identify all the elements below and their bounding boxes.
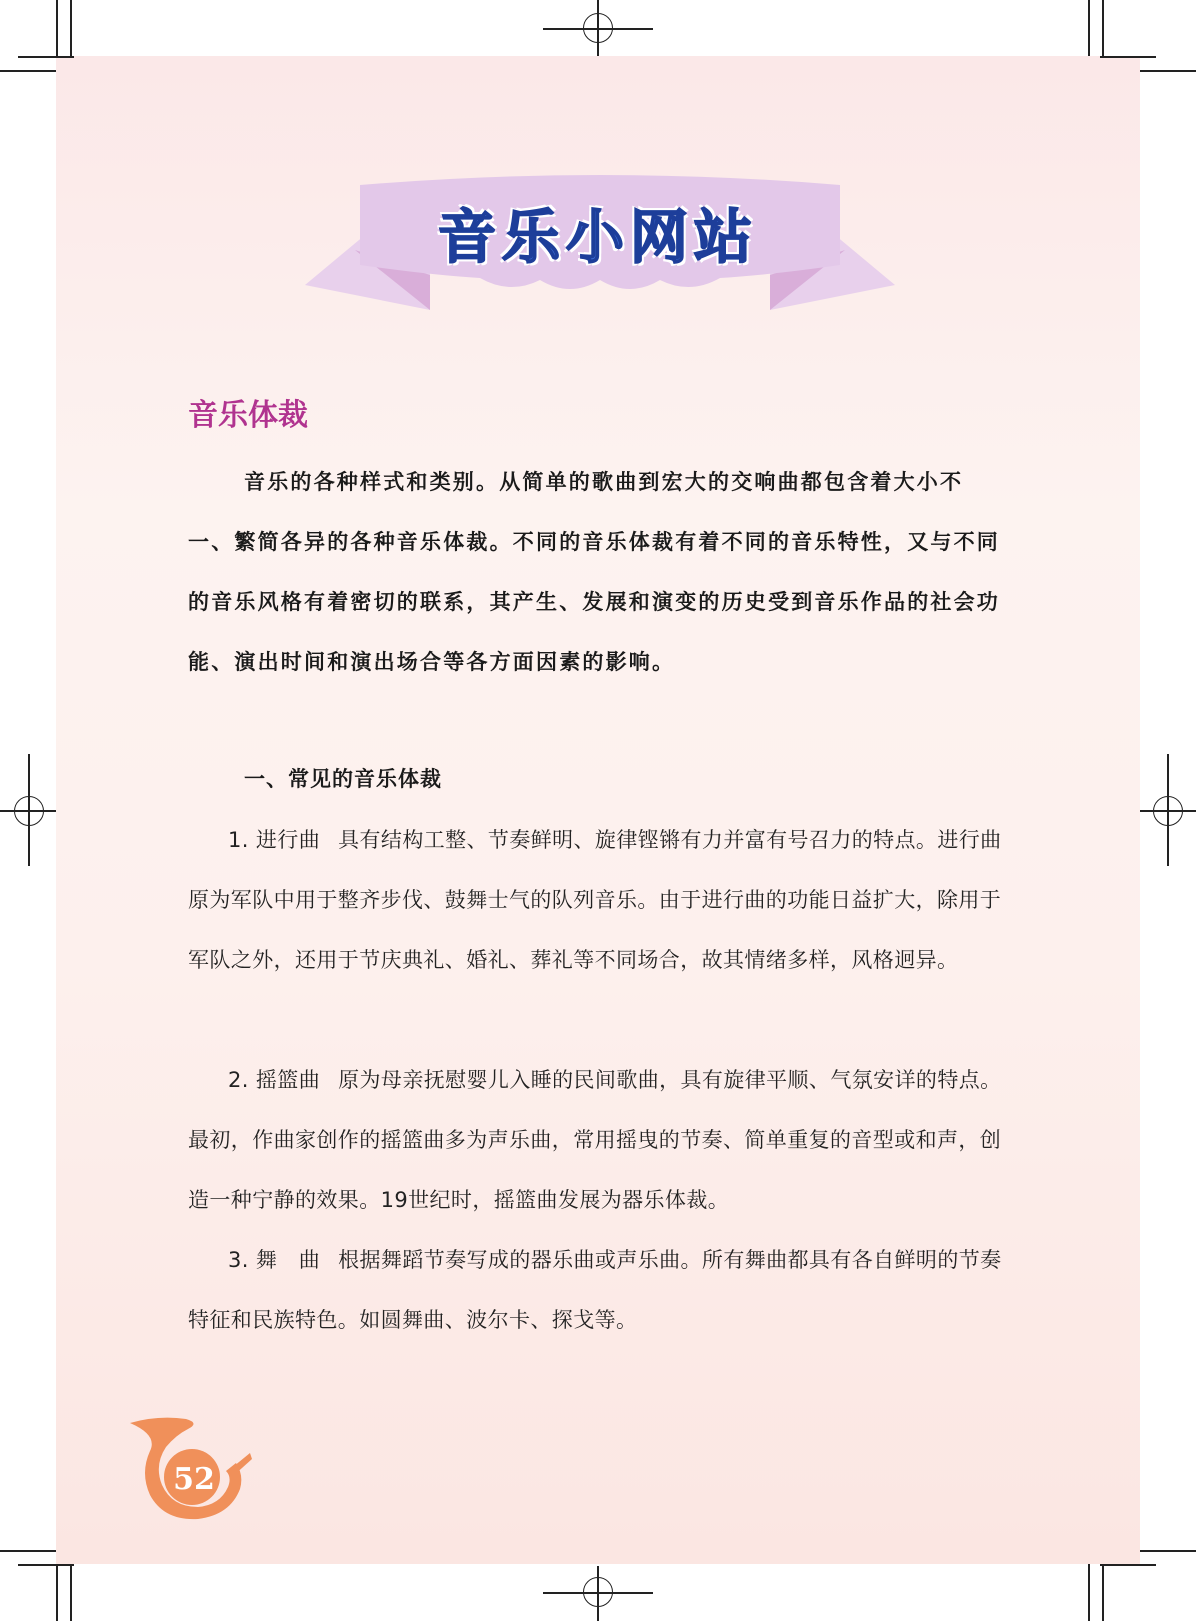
item-text: 原为母亲抚慰婴儿入睡的民间歌曲，具有旋律平顺、气氛安详的特点。最初，作曲家创作的摇篮曲多为声乐曲，常用摇曳的节奏、简单重复的音型或和声，创造一种宁静的效果。19世纪时，摇篮曲发展为器乐体裁。 <box>188 1068 1002 1212</box>
list-item <box>188 1050 1008 1230</box>
item-text: 具有结构工整、节奏鲜明、旋律铿锵有力并富有号召力的特点。进行曲原为军队中用于整齐步伐、鼓舞士气的队列音乐。由于进行曲的功能日益扩大，除用于军队之外，还用于节庆典礼、婚礼、葬礼等不同场合，故其情绪多样，风格迥异。 <box>188 828 1002 972</box>
intro-paragraph: 音乐的各种样式和类别。从简单的歌曲到宏大的交响曲都包含着大小不一、繁简各异的各种音乐体裁。不同的音乐体裁有着不同的音乐特性，又与不同的音乐风格有着密切的联系，其产生、发展和演变的历史受到音乐作品的社会功能、演出时间和演出场合等各方面因素的影响。 <box>188 470 1000 674</box>
item-term: 1. 进行曲 <box>228 828 321 852</box>
item-text: 根据舞蹈节奏写成的器乐曲或声乐曲。所有舞曲都具有各自鲜明的节奏特征和民族特色。如圆舞曲、波尔卡、探戈等。 <box>188 1248 1002 1332</box>
subheading: 一、常见的音乐体裁 <box>244 767 442 791</box>
section-heading: 音乐体裁 <box>188 398 308 433</box>
item-term: 2. 摇篮曲 <box>228 1068 321 1092</box>
list-item <box>188 810 1008 990</box>
item-term: 3. 舞 曲 <box>228 1248 321 1272</box>
list-item <box>188 1230 1008 1350</box>
page-number: 52 <box>173 1462 215 1497</box>
banner-title: 音乐小网站 <box>437 203 758 271</box>
